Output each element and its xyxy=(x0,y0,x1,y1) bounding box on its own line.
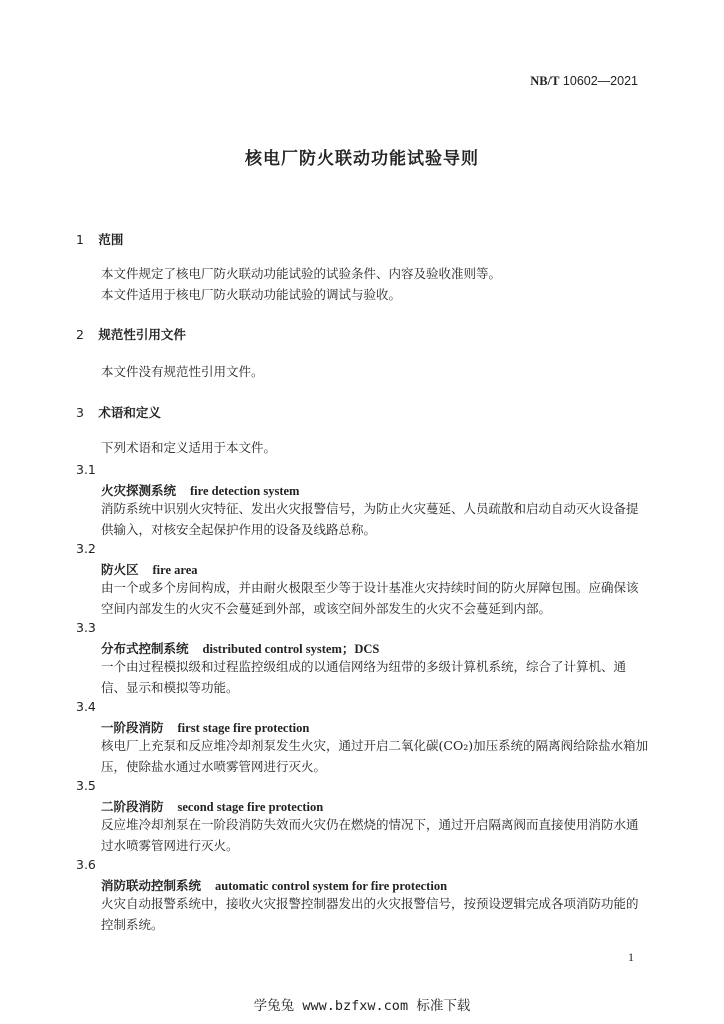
section-2-body xyxy=(76,361,650,382)
section-3-number: 3 xyxy=(76,405,84,420)
footer-tagline: 标准下载 xyxy=(416,998,471,1014)
term-definition xyxy=(76,814,650,856)
term-name xyxy=(101,639,379,657)
standard-prefix: NB/T xyxy=(530,74,560,88)
term-number: 3.2 xyxy=(76,541,96,556)
term-name-zh: 防火区 xyxy=(101,562,139,577)
term-definition-text: 火灾自动报警系统中，接收火灾报警控制器发出的火灾报警信号，按预设逻辑完成各项消防功能的控制系统。 xyxy=(101,896,639,932)
term-number: 3.3 xyxy=(76,620,96,635)
footer-url[interactable]: www.bzfxw.com xyxy=(302,998,409,1014)
term-name-en: distributed control system；DCS xyxy=(202,642,380,656)
term-name xyxy=(101,560,198,578)
term-definition xyxy=(76,498,650,540)
term-name xyxy=(101,876,447,894)
term-name xyxy=(101,797,323,815)
section-2-number: 2 xyxy=(76,327,84,342)
section-1-number: 1 xyxy=(76,232,84,247)
section-3-title: 术语和定义 xyxy=(98,405,161,420)
term-definition xyxy=(76,893,650,935)
section-2-heading xyxy=(76,325,186,343)
footer-site-name: 学兔兔 xyxy=(253,998,295,1014)
section-3-heading xyxy=(76,403,161,421)
term-number: 3.6 xyxy=(76,857,96,872)
term-definition xyxy=(76,656,650,698)
term-name-zh: 一阶段消防 xyxy=(101,720,164,735)
term-definition-text: 核电厂上充泵和反应堆冷却剂泵发生火灾，通过开启二氧化碳(CO₂)加压系统的隔离阀给除盐水箱加压，使除盐水通过水喷雾管网进行灭火。 xyxy=(101,738,649,774)
term-number: 3.4 xyxy=(76,699,96,714)
term-name xyxy=(101,718,309,736)
section-3-body xyxy=(76,437,650,458)
term-name xyxy=(101,481,299,499)
standard-number: 10602—2021 xyxy=(562,74,638,88)
term-name-en: fire area xyxy=(152,563,198,577)
paragraph: 下列术语和定义适用于本文件。 xyxy=(101,440,277,455)
term-name-en: first stage fire protection xyxy=(177,721,310,735)
standard-code xyxy=(530,74,638,89)
footer-watermark xyxy=(0,994,724,1014)
document-title: 核电厂防火联动功能试验导则 xyxy=(245,149,479,169)
term-name-en: second stage fire protection xyxy=(177,800,324,814)
term-number: 3.1 xyxy=(76,462,96,477)
paragraph: 本文件适用于核电厂防火联动功能试验的调试与验收。 xyxy=(101,287,402,302)
term-name-en: fire detection system xyxy=(190,484,300,498)
term-definition xyxy=(76,735,650,777)
term-definition-text: 消防系统中识别火灾特征、发出火灾报警信号，为防止火灾蔓延、人员疏散和启动自动灭火设备提供输入，对核安全起保护作用的设备及线路总称。 xyxy=(101,501,639,537)
term-name-zh: 火灾探测系统 xyxy=(101,483,177,498)
term-definition-text: 一个由过程模拟级和过程监控级组成的以通信网络为纽带的多级计算机系统，综合了计算机、通信、显示和模拟等功能。 xyxy=(101,659,627,695)
term-name-en: automatic control system for fire protection xyxy=(215,879,448,893)
section-1-heading xyxy=(76,230,123,248)
section-2-title: 规范性引用文件 xyxy=(98,327,186,342)
term-number: 3.5 xyxy=(76,778,96,793)
section-1-body xyxy=(76,263,650,305)
section-1-title: 范围 xyxy=(98,232,124,247)
term-definition-text: 由一个或多个房间构成，并由耐火极限至少等于设计基准火灾持续时间的防火屏障包围。应确保该空间内部发生的火灾不会蔓延到外部，或该空间外部发生的火灾不会蔓延到内部。 xyxy=(101,580,639,616)
term-definition xyxy=(76,577,650,619)
term-definition-text: 反应堆冷却剂泵在一阶段消防失效而火灾仍在燃烧的情况下，通过开启隔离阀而直接使用消防水通过水喷雾管网进行灭火。 xyxy=(101,817,639,853)
page-number: 1 xyxy=(628,950,634,964)
term-name-zh: 消防联动控制系统 xyxy=(101,878,202,893)
term-name-zh: 分布式控制系统 xyxy=(101,641,189,656)
paragraph: 本文件规定了核电厂防火联动功能试验的试验条件、内容及验收准则等。 xyxy=(101,266,502,281)
paragraph: 本文件没有规范性引用文件。 xyxy=(101,364,264,379)
term-name-zh: 二阶段消防 xyxy=(101,799,164,814)
